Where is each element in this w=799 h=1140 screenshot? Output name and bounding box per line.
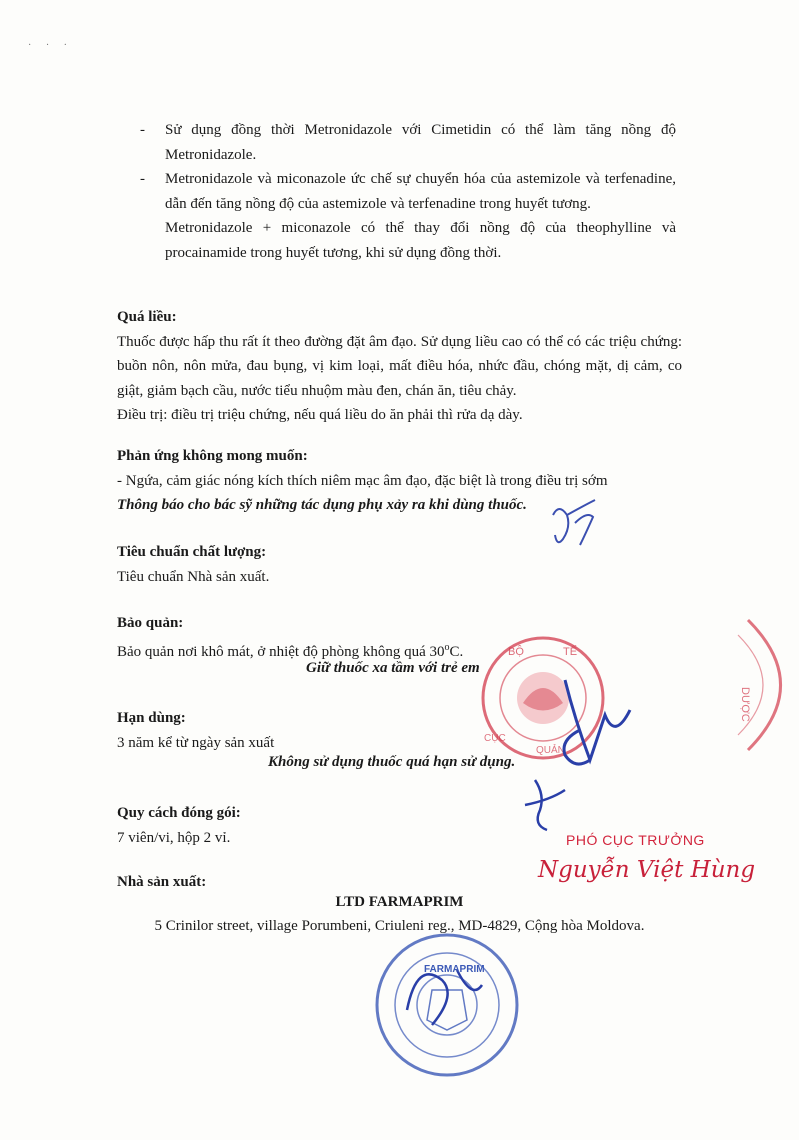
manufacturer-name: LTD FARMAPRIM (335, 894, 464, 910)
manufacturer-address: 5 Crinilor street, village Porumbeni, Criuleni reg., MD-4829, Cộng hòa Moldova. (154, 918, 645, 934)
svg-text:BỘ: BỘ (508, 646, 524, 658)
overdose-text: Thuốc được hấp thu rất ít theo đường đặt âm đạo. Sử dụng liều cao có thể có các triệu chứng: buồn nôn, nôn mửa, đau bụng, vị kim loại, mất điều hóa, nhức đầu, chóng mặt, dị cảm, co giật, giảm bạch cầu, nước tiểu nhuộm màu đen, chán ăn, tiêu chảy. (117, 333, 682, 399)
list-item (140, 167, 676, 216)
storage-text-main: Bảo quản nơi khô mát, ở nhiệt độ phòng không quá 30 (117, 643, 445, 660)
initials-signature (545, 495, 605, 550)
degree-sign: o (444, 641, 450, 653)
quality-text: Tiêu chuẩn Nhà sản xuất. (117, 568, 270, 585)
section-heading: Quy cách đóng gói: (117, 805, 241, 821)
section-heading: Quá liều: (117, 309, 177, 325)
deputy-title: PHÓ CỤC TRƯỞNG (566, 832, 705, 848)
storage-text-unit: C. (449, 643, 464, 660)
official-red-stamp-edge (728, 615, 799, 755)
deputy-signature (505, 660, 645, 840)
interaction-text-1: Sử dụng đồng thời Metronidazole với Cimetidin có thể làm tăng nồng độ Metronidazole. (165, 122, 676, 163)
deputy-name: Nguyễn Việt Hùng (538, 857, 756, 883)
overdose-treatment: Điều trị: điều trị triệu chứng, nếu quá liều do ăn phải thì rửa dạ dày. (117, 407, 523, 423)
expiry-text: 3 năm kể từ ngày sản xuất (117, 734, 275, 751)
section-heading: Phản ứng không mong muốn: (117, 448, 308, 464)
svg-text:TẾ: TẾ (563, 646, 578, 658)
packaging-text: 7 viên/vi, hộp 2 vỉ. (117, 829, 231, 846)
expiry-note: Không sử dụng thuốc quá hạn sử dụng. (268, 754, 516, 770)
bullet-dash: - (140, 122, 145, 138)
section-heading: Tiêu chuẩn chất lượng: (117, 544, 267, 560)
bullet-dash: - (140, 171, 145, 187)
interaction-text-3: Metronidazole + miconazole có thể thay đổi nồng độ của theophylline và procainamide trong huyết tương, khi sử dụng đồng thời. (165, 220, 676, 261)
section-heading: Nhà sản xuất: (117, 874, 207, 890)
storage-note: Giữ thuốc xa tầm với trẻ em (306, 660, 480, 676)
interactions-list (140, 118, 676, 265)
scan-specks: · · · (28, 40, 73, 51)
interaction-text-2: Metronidazole và miconazole ức chế sự chuyển hóa của astemizole và terfenadine, dẫn đến tăng nồng độ của astemizole và terfenadine trong huyết tương. (165, 171, 676, 212)
svg-text:CỤC: CỤC (484, 733, 506, 744)
svg-text:QUẢN: QUẢN (536, 745, 565, 756)
side-effects-text: - Ngứa, cảm giác nóng kích thích niêm mạc âm đạo, đặc biệt là trong điều trị sớm (117, 472, 608, 489)
list-item (140, 118, 676, 167)
svg-text:DƯỢC: DƯỢC (739, 687, 751, 722)
stamp-company-name: FARMAPRIM (424, 964, 485, 975)
overdose-section (117, 305, 682, 428)
company-blue-stamp (372, 930, 522, 1080)
side-effects-note: Thông báo cho bác sỹ những tác dụng phụ xảy ra khi dùng thuốc. (117, 497, 527, 513)
section-heading: Bảo quản: (117, 615, 184, 631)
section-heading: Hạn dùng: (117, 710, 186, 726)
